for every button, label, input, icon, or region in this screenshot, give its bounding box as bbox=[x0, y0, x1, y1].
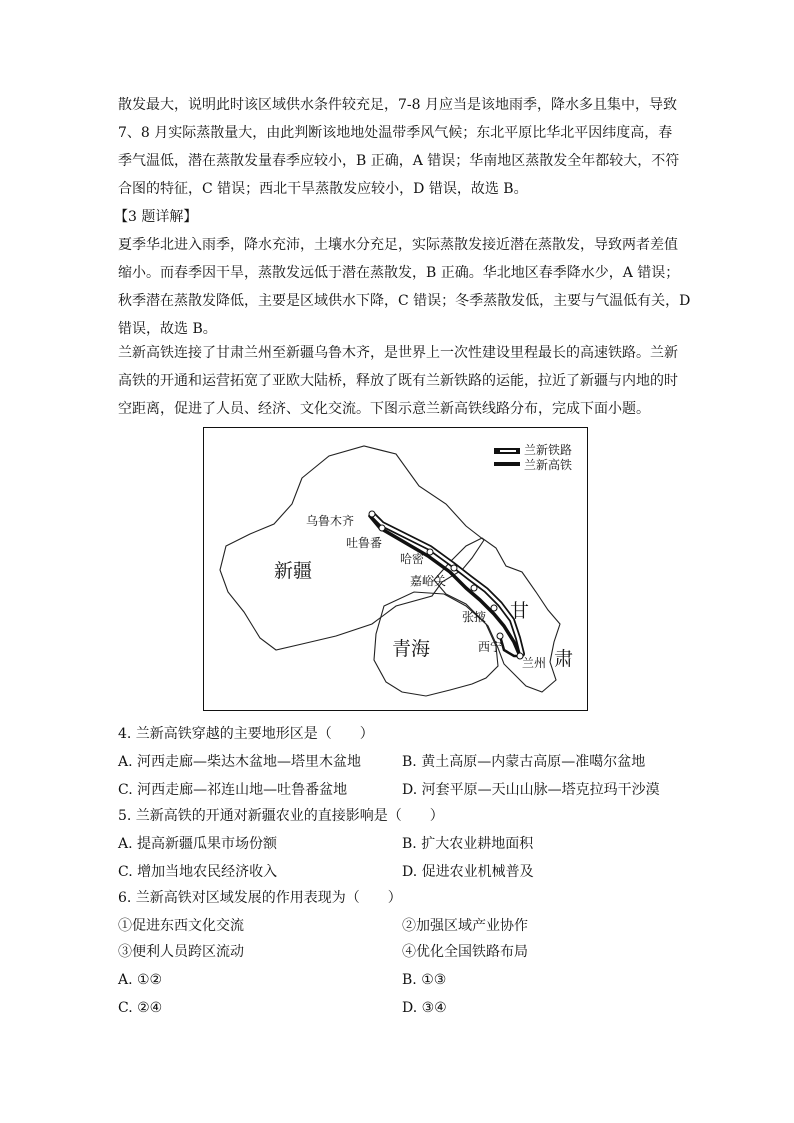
text-line: 错误，故选 B。 bbox=[118, 321, 217, 337]
region-label-qinghai: 青海 bbox=[392, 638, 431, 660]
legend-railway-label: 兰新铁路 bbox=[524, 443, 573, 457]
question-6-option-b: B. ①③ bbox=[402, 972, 447, 988]
question-5-option-c: C. 增加当地农民经济收入 bbox=[118, 864, 278, 880]
text-line: 兰新高铁连接了甘肃兰州至新疆乌鲁木齐，是世界上一次性建设里程最长的高速铁路。兰新 bbox=[118, 345, 678, 361]
text-line: 空距离，促进了人员、经济、文化交流。下图示意兰新高铁线路分布，完成下面小题。 bbox=[118, 401, 650, 417]
legend-highspeed-symbol bbox=[494, 462, 520, 466]
question-6-option-a: A. ①② bbox=[118, 972, 163, 988]
station-zhangye-marker bbox=[491, 605, 497, 611]
text-line: 高铁的开通和运营拓宽了亚欧大陆桥，释放了既有兰新铁路的运能，拉近了新疆与内地的时 bbox=[118, 373, 678, 389]
question-6-option-d: D. ③④ bbox=[402, 1000, 447, 1016]
text-line: 秋季潜在蒸散发降低，主要是区域供水下降，C 错误；冬季蒸散发低，主要与气温低有关，D bbox=[118, 293, 691, 309]
station-jiayuguan-marker bbox=[451, 565, 457, 571]
text-line: 合图的特征，C 错误；西北干旱蒸散发应较小，D 错误，故选 B。 bbox=[118, 181, 528, 197]
question-4-stem: 4. 兰新高铁穿越的主要地形区是（ ） bbox=[118, 726, 374, 742]
station-mid-marker bbox=[471, 585, 477, 591]
section-heading: 【3 题详解】 bbox=[114, 209, 198, 225]
city-label-zhangye: 张掖 bbox=[462, 610, 487, 624]
city-label-lanzhou: 兰州 bbox=[522, 656, 547, 670]
region-label-gansu-2: 肃 bbox=[554, 648, 574, 670]
question-4-option-c: C. 河西走廊—祁连山地—吐鲁番盆地 bbox=[118, 782, 348, 798]
question-4-option-b: B. 黄土高原—内蒙古高原—准噶尔盆地 bbox=[402, 754, 646, 770]
city-label-xining: 西宁 bbox=[478, 640, 503, 654]
text-line: 7、8 月实际蒸散量大，由此判断该地地处温带季风气候；东北平原比华北平因纬度高，春 bbox=[118, 125, 673, 141]
legend-railway-symbol-inner bbox=[500, 450, 516, 452]
question-4-option-a: A. 河西走廊—柴达木盆地—塔里木盆地 bbox=[118, 754, 362, 770]
question-6-statement-3: ③便利人员跨区流动 bbox=[118, 944, 244, 960]
station-turpan-marker bbox=[379, 525, 385, 531]
question-6-option-c: C. ②④ bbox=[118, 1000, 163, 1016]
question-4-option-d: D. 河套平原—天山山脉—塔克拉玛干沙漠 bbox=[402, 782, 660, 798]
question-6-statement-1: ①促进东西文化交流 bbox=[118, 918, 244, 934]
region-label-xinjiang: 新疆 bbox=[274, 560, 313, 582]
region-label-gansu-1: 甘 bbox=[510, 600, 530, 622]
legend-highspeed-label: 兰新高铁 bbox=[524, 458, 573, 472]
question-5-option-d: D. 促进农业机械普及 bbox=[402, 864, 534, 880]
city-label-jiayuguan: 嘉峪关 bbox=[410, 574, 447, 588]
text-line: 季气温低，潜在蒸散发量春季应较小，B 正确，A 错误；华南地区蒸散发全年都较大，不符 bbox=[118, 153, 680, 169]
text-line: 缩小。而春季因干旱，蒸散发远低于潜在蒸散发，B 正确。华北地区春季降水少，A 错误； bbox=[118, 265, 680, 281]
station-hami-marker bbox=[427, 549, 433, 555]
text-line: 散发最大，说明此时该区域供水条件较充足，7-8 月应当是该地雨季，降水多且集中，导致 bbox=[118, 97, 677, 113]
station-urumqi-marker bbox=[369, 511, 375, 517]
text-line: 夏季华北进入雨季，降水充沛，土壤水分充足，实际蒸散发接近潜在蒸散发，导致两者差值 bbox=[118, 237, 678, 253]
question-6-stem: 6. 兰新高铁对区域发展的作用表现为（ ） bbox=[118, 890, 402, 906]
question-5-stem: 5. 兰新高铁的开通对新疆农业的直接影响是（ ） bbox=[118, 808, 444, 824]
question-5-option-b: B. 扩大农业耕地面积 bbox=[402, 836, 534, 852]
city-label-urumqi: 乌鲁木齐 bbox=[306, 514, 355, 528]
question-6-statement-4: ④优化全国铁路布局 bbox=[402, 944, 528, 960]
question-6-statement-2: ②加强区域产业协作 bbox=[402, 918, 528, 934]
question-5-option-a: A. 提高新疆瓜果市场份额 bbox=[118, 836, 278, 852]
city-label-turpan: 吐鲁番 bbox=[346, 536, 383, 550]
railway-map-figure bbox=[203, 427, 588, 711]
city-label-hami: 哈密 bbox=[400, 552, 425, 566]
